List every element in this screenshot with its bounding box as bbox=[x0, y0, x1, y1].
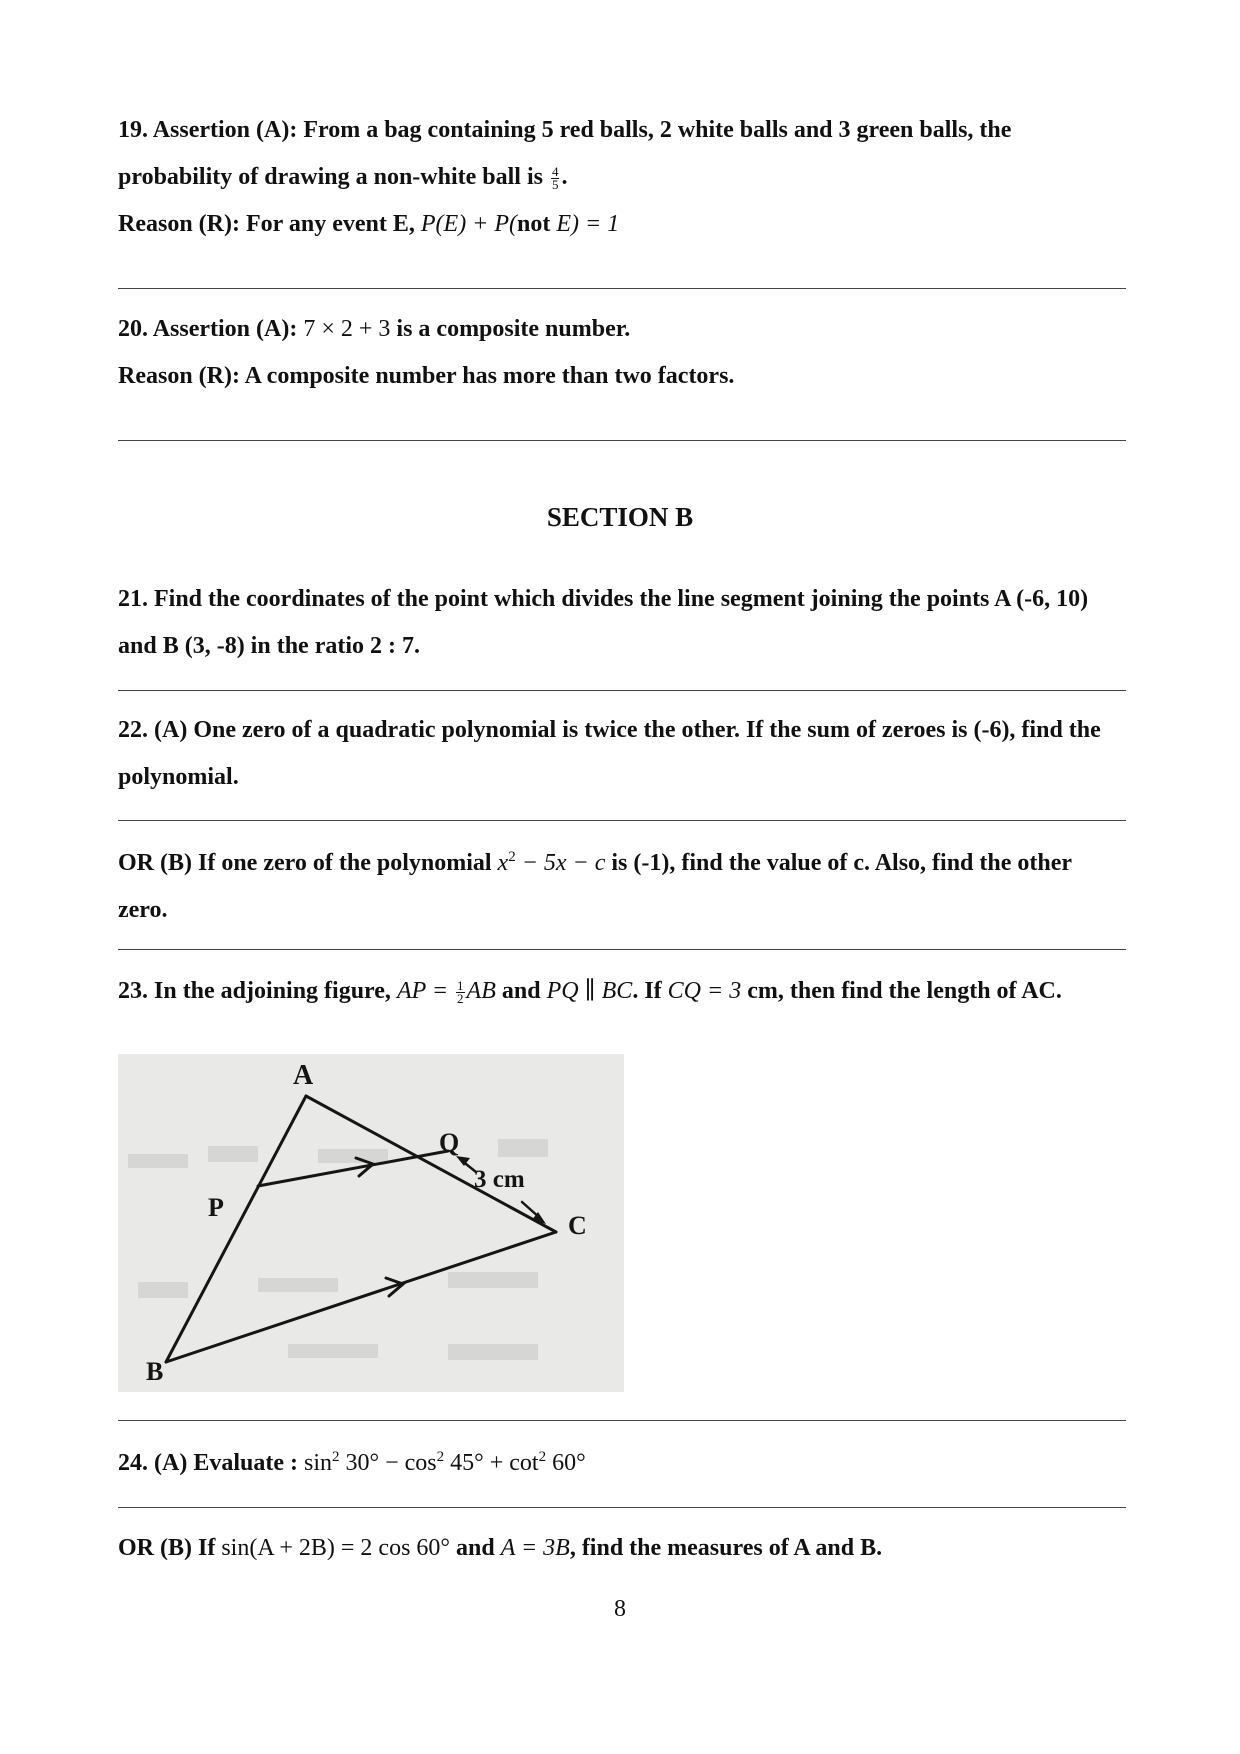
q20-reason bbox=[118, 353, 1126, 400]
q19-assertion-label: Assertion (A): bbox=[152, 117, 298, 143]
q24-or-label: OR (B) bbox=[118, 1535, 192, 1561]
label-q: Q bbox=[439, 1128, 460, 1157]
q20-reason-label: Reason (R): bbox=[118, 363, 240, 389]
q21-number: 21. bbox=[118, 586, 148, 612]
q24-a-math-1: sin bbox=[303, 1450, 332, 1476]
q22-b-text-1: If one zero of the polynomial bbox=[198, 850, 492, 876]
question-24-b bbox=[118, 1525, 1126, 1572]
q22-or-label: OR (B) bbox=[118, 850, 192, 876]
q23-fraction-num: 1 bbox=[457, 977, 464, 993]
q24-b-text-2: and bbox=[456, 1535, 495, 1561]
q24-b-text-3: , find the measures of A and B. bbox=[569, 1535, 883, 1561]
q23-math-3: PQ ∥ BC bbox=[546, 978, 633, 1004]
divider-rule bbox=[118, 1507, 1126, 1508]
noise-block bbox=[288, 1344, 378, 1358]
q22-b-math-rest: − 5x − c bbox=[515, 850, 606, 876]
noise-block bbox=[258, 1278, 338, 1292]
noise-block bbox=[208, 1146, 258, 1162]
q23-fraction bbox=[456, 977, 465, 1006]
q23-text-4: cm, then find the length of AC. bbox=[747, 978, 1062, 1004]
q24-b-math-2: A = 3B bbox=[500, 1535, 570, 1561]
noise-block bbox=[128, 1154, 188, 1168]
q19-fraction bbox=[551, 163, 560, 192]
noise-block bbox=[318, 1149, 388, 1163]
q23-fraction-den: 2 bbox=[457, 990, 464, 1006]
q24-a-math-3: 45° + cot bbox=[444, 1450, 539, 1476]
q23-math-2: AB bbox=[466, 978, 496, 1004]
q24-a-label: (A) Evaluate : bbox=[154, 1450, 298, 1476]
noise-block bbox=[448, 1272, 538, 1288]
q20-number: 20. bbox=[118, 316, 148, 342]
noise-block bbox=[448, 1344, 538, 1360]
q20-assertion-math: 7 × 2 + 3 bbox=[303, 316, 391, 342]
q19-reason-text: For any event E, bbox=[245, 211, 415, 237]
q23-number: 23. bbox=[118, 978, 148, 1004]
q24-a-math-2: 30° − cos bbox=[339, 1450, 437, 1476]
q23-text-1: In the adjoining figure, bbox=[154, 978, 391, 1004]
q23-math-1: AP = bbox=[396, 978, 449, 1004]
q22-number: 22. bbox=[118, 717, 148, 743]
divider-rule bbox=[118, 1420, 1126, 1421]
q19-reason-math-2: E) = 1 bbox=[556, 211, 620, 237]
q22-b-text-2: is (-1), find the value of c. Also, find the other zero. bbox=[118, 850, 1072, 923]
q24-a-math-4: 60° bbox=[546, 1450, 586, 1476]
q20-reason-text: A composite number has more than two factors. bbox=[244, 363, 735, 389]
q20-assertion-text: is a composite number. bbox=[396, 316, 631, 342]
q19-fraction-num: 4 bbox=[551, 163, 559, 179]
divider-rule bbox=[118, 288, 1126, 289]
divider-rule bbox=[118, 690, 1126, 691]
question-24-a bbox=[118, 1440, 1126, 1487]
noise-block bbox=[138, 1282, 188, 1298]
q24-a-exp-2: 2 bbox=[436, 1449, 445, 1465]
divider-rule bbox=[118, 949, 1126, 950]
q23-math-4: CQ = 3 bbox=[667, 978, 742, 1004]
q19-fraction-den: 5 bbox=[551, 176, 559, 192]
q19-assertion-text: From a bag containing 5 red balls, 2 white balls and 3 green balls, the probability of drawing a non-white ball is bbox=[118, 117, 1012, 190]
q20-assertion bbox=[118, 306, 1126, 353]
page-number: 8 bbox=[614, 1596, 626, 1622]
q22-b-math-x: x bbox=[497, 850, 509, 876]
section-b-heading: SECTION B bbox=[546, 502, 694, 532]
q19-reason-not: not bbox=[517, 211, 551, 237]
q19-number: 19. bbox=[118, 117, 148, 143]
q24-a-exp-3: 2 bbox=[538, 1449, 547, 1465]
noise-block bbox=[498, 1139, 548, 1157]
figure-background bbox=[118, 1054, 624, 1392]
q20-assertion-label: Assertion (A): bbox=[152, 316, 298, 342]
question-22-a bbox=[118, 707, 1126, 801]
label-b: B bbox=[146, 1357, 164, 1386]
question-22-b bbox=[118, 840, 1126, 934]
question-21 bbox=[118, 576, 1126, 670]
q19-reason-label: Reason (R): bbox=[118, 211, 240, 237]
q24-b-math-1: sin(A + 2B) = 2 cos 60° bbox=[221, 1535, 451, 1561]
q24-a-exp-1: 2 bbox=[332, 1449, 340, 1465]
q21-text: Find the coordinates of the point which divides the line segment joining the points A (-6, 10) and B (3, -8) in the ratio 2 : 7. bbox=[118, 586, 1089, 659]
q22-a-text: (A) One zero of a quadratic polynomial is twice the other. If the sum of zeroes is (-6), find the polynomial. bbox=[118, 717, 1101, 790]
q19-assertion bbox=[118, 107, 1126, 201]
label-a: A bbox=[293, 1060, 314, 1091]
divider-rule bbox=[118, 440, 1126, 441]
question-19 bbox=[118, 107, 1126, 248]
label-p: P bbox=[208, 1193, 224, 1222]
q23-text-3: . If bbox=[632, 978, 662, 1004]
q24-number: 24. bbox=[118, 1450, 148, 1476]
q24-b-text-1: If bbox=[198, 1535, 216, 1561]
question-20 bbox=[118, 306, 1126, 400]
q22-b-math-exp: 2 bbox=[508, 849, 516, 865]
triangle-figure bbox=[118, 1054, 624, 1392]
q23-text-2: and bbox=[501, 978, 541, 1004]
divider-rule bbox=[118, 820, 1126, 821]
label-measure: 3 cm bbox=[474, 1166, 525, 1193]
q19-assertion-end: . bbox=[561, 164, 568, 190]
label-c: C bbox=[568, 1211, 587, 1240]
question-23 bbox=[118, 968, 1126, 1015]
q19-reason bbox=[118, 201, 1126, 248]
q19-reason-math-1: P(E) + P( bbox=[420, 211, 518, 237]
